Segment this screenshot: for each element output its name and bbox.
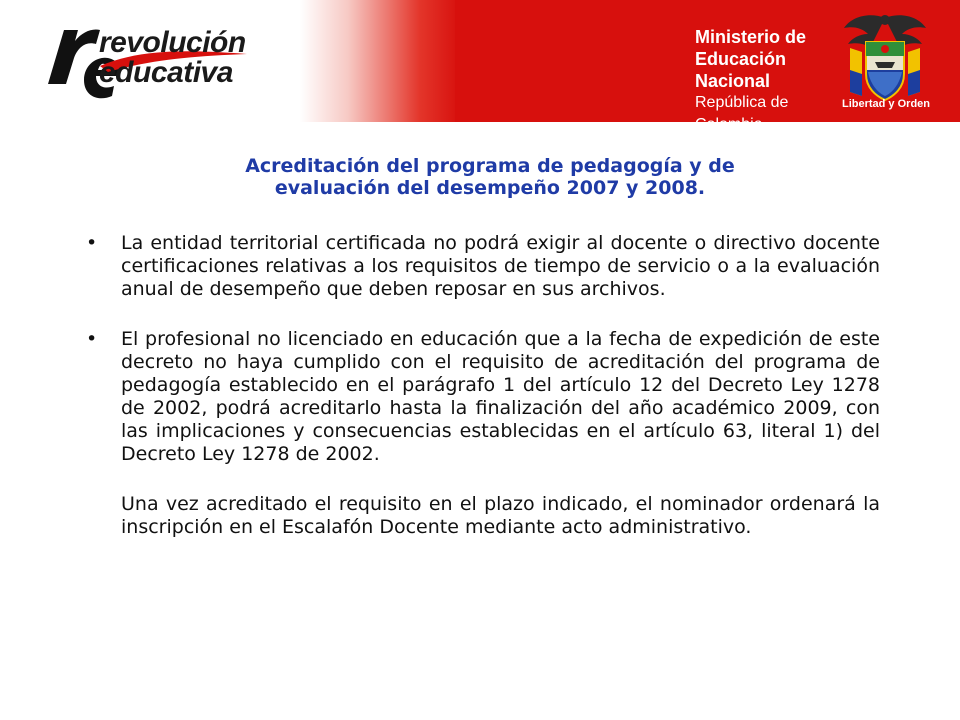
slide-title-line-2: evaluación del desempeño 2007 y 2008. bbox=[274, 177, 706, 199]
header-gradient bbox=[300, 0, 460, 122]
slide-title-line-1: Acreditación del programa de pedagogía y de bbox=[245, 155, 735, 177]
ministry-name bbox=[695, 26, 845, 136]
bullet-item-text: El profesional no licenciado en educación que a la fecha de expedición de este decreto no haya cumplido con el requisito de acreditación del programa de pedagogía establecido en el parágrafo 1 del artículo 12 del Decreto Ley 1278 de 2002, podrá acreditarlo hasta la finalización del año académico 2009, con las implicaciones y consecuencias establecidas en el artículo 63, literal 1) del Decreto Ley 1278 de 2002. bbox=[121, 328, 880, 465]
ministry-line-2: Educación Nacional bbox=[695, 49, 787, 91]
bullet-icon: • bbox=[86, 328, 98, 350]
revolucion-educativa-logo bbox=[42, 20, 262, 110]
crest-motto: Libertad y Orden bbox=[841, 98, 931, 110]
ministry-line-3: República de Colombia bbox=[695, 94, 789, 133]
body-paragraph bbox=[86, 493, 880, 539]
bullet-item-text: La entidad territorial certificada no podrá exigir al docente o directivo docente certificaciones relativas a los requisitos de tiempo de servicio o a la evaluación anual de desempeño que deben reposar en sus archivos. bbox=[121, 232, 880, 300]
slide-title bbox=[150, 155, 830, 199]
ministry-line-1: Ministerio de bbox=[695, 27, 807, 47]
body-paragraph-text: Una vez acreditado el requisito en el plazo indicado, el nominador ordenará la inscripción en el Escalafón Docente mediante acto administrativo. bbox=[121, 493, 880, 538]
bullet-item bbox=[86, 328, 880, 466]
bullet-item bbox=[86, 232, 880, 301]
logo-word-educativa: educativa bbox=[99, 56, 233, 89]
header-banner bbox=[0, 0, 960, 133]
logo-word-revolucion: revolución bbox=[99, 26, 246, 59]
slide-body bbox=[86, 232, 880, 539]
bullet-icon: • bbox=[86, 232, 98, 254]
